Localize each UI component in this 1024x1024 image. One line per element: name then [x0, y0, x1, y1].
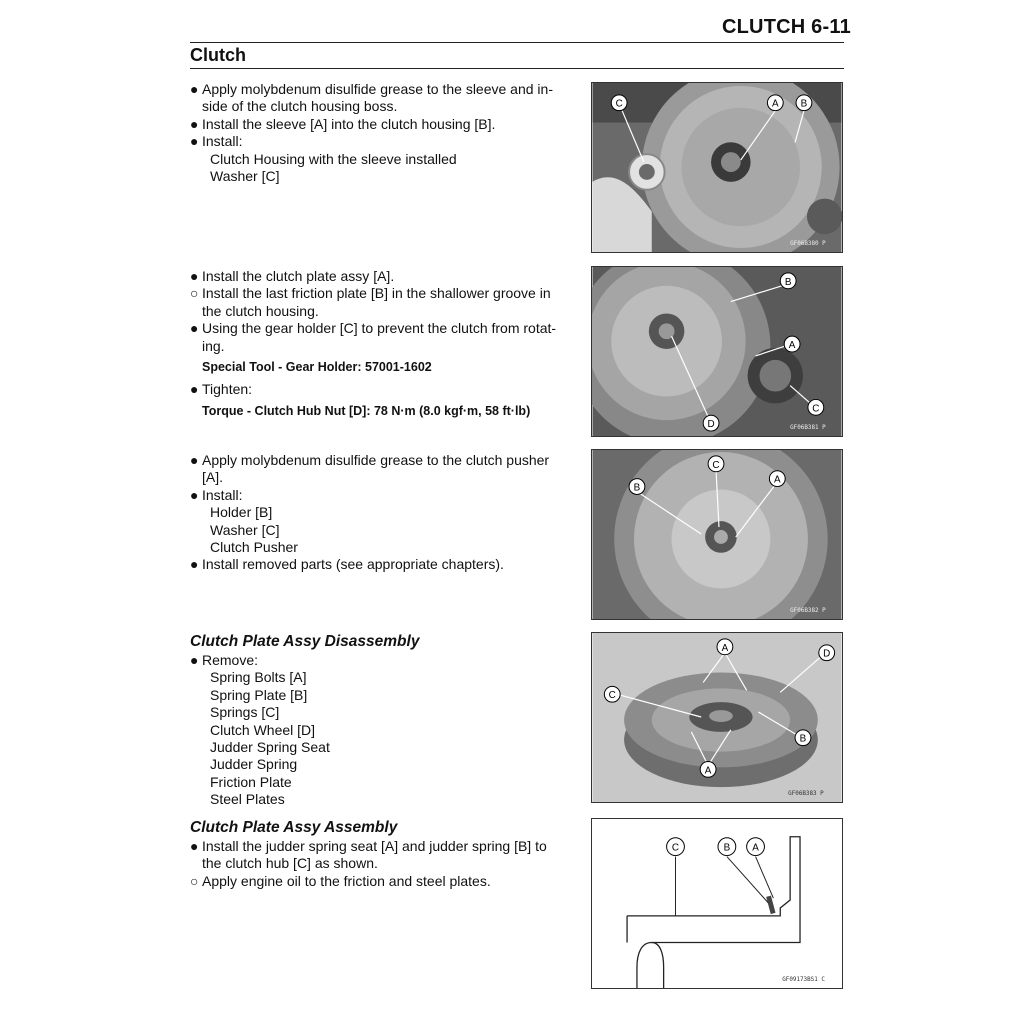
- indented-item: Washer [C]: [210, 168, 280, 185]
- figure-code: GF06B380 P: [790, 241, 826, 248]
- step-text: side of the clutch housing boss.: [202, 98, 398, 115]
- svg-text:C: C: [671, 842, 680, 854]
- bullet-filled: ●: [190, 133, 199, 150]
- step-text: Apply molybdenum disulfide grease to the clutch pusher: [202, 452, 550, 468]
- figure-clutch-plate-disassembly: [591, 632, 843, 803]
- torque-spec: Torque - Clutch Hub Nut [D]: 78 N·m (8.0 kgf·m, 58 ft·lb): [202, 403, 531, 418]
- step-text: Install the last friction plate [B] in the shallower groove in: [202, 285, 551, 302]
- indented-item: Judder Spring Seat: [210, 739, 330, 756]
- step-text: Install:: [202, 133, 243, 150]
- bullet-filled: ●: [190, 381, 199, 398]
- step-text: Remove:: [202, 652, 259, 668]
- svg-text:A: A: [772, 98, 779, 110]
- bullet-hollow: ○: [190, 285, 199, 302]
- callout-label: [795, 730, 811, 746]
- svg-text:B: B: [799, 733, 807, 745]
- callout-label: [747, 838, 765, 856]
- svg-text:C: C: [812, 403, 820, 415]
- bullet-filled: ●: [190, 268, 199, 284]
- callout-label: [718, 838, 736, 856]
- indented-item: Springs [C]: [210, 704, 280, 721]
- indented-item: Friction Plate: [210, 773, 292, 790]
- bullet-filled: ●: [190, 115, 199, 132]
- svg-text:B: B: [800, 98, 808, 110]
- page-header: CLUTCH 6-11: [722, 16, 851, 38]
- step-text: Tighten:: [202, 381, 253, 398]
- photo-clutch-plate-install: [592, 267, 842, 436]
- figure-clutch-pusher: [591, 449, 843, 620]
- figure-judder-spring-diagram: [591, 818, 843, 989]
- step-text: ing.: [202, 337, 225, 354]
- svg-text:B: B: [784, 276, 792, 288]
- svg-text:B: B: [633, 482, 641, 494]
- indented-item: Clutch Wheel [D]: [210, 721, 316, 738]
- photo-clutch-pusher: [592, 450, 842, 619]
- section-divider: [190, 68, 844, 69]
- bullet-filled: ●: [190, 652, 199, 668]
- callout-label: [717, 639, 733, 655]
- callout-label: [700, 761, 716, 777]
- diagram-judder-spring: [592, 819, 842, 988]
- step-text: the clutch hub [C] as shown.: [202, 855, 378, 872]
- indented-item: Spring Plate [B]: [210, 686, 308, 703]
- section-title: Clutch: [190, 45, 246, 65]
- svg-text:A: A: [773, 474, 781, 486]
- step-text: Install removed parts (see appropriate chapters).: [202, 556, 504, 573]
- figure-code: GF06B381 P: [790, 425, 826, 432]
- svg-text:D: D: [707, 419, 715, 431]
- header-divider: [190, 42, 844, 43]
- step-text: Install the judder spring seat [A] and judder spring [B] to: [202, 838, 547, 854]
- callout-label: [604, 686, 620, 702]
- indented-item: Holder [B]: [210, 504, 273, 521]
- callout-label: [667, 838, 685, 856]
- bullet-filled: ●: [190, 556, 199, 573]
- indented-item: Spring Bolts [A]: [210, 669, 307, 686]
- bullet-filled: ●: [190, 838, 199, 854]
- bullet-filled: ●: [190, 452, 199, 468]
- bullet-hollow: ○: [190, 872, 199, 889]
- special-tool-spec: Special Tool - Gear Holder: 57001-1602: [202, 360, 432, 375]
- callout-label: [819, 645, 835, 661]
- callout-label: [629, 479, 645, 495]
- svg-text:A: A: [721, 642, 729, 654]
- callout-label: [780, 273, 796, 289]
- instruction-block-1: [190, 81, 582, 185]
- svg-text:A: A: [752, 842, 759, 854]
- assembly-block: [190, 838, 582, 890]
- step-text: Apply engine oil to the friction and steel plates.: [202, 872, 491, 889]
- svg-text:B: B: [723, 842, 731, 854]
- svg-text:A: A: [788, 340, 796, 352]
- figure-clutch-housing-sleeve: [591, 82, 843, 253]
- callout-label: [611, 95, 627, 111]
- figure-code: GF06B383 P: [788, 791, 824, 798]
- svg-text:D: D: [823, 648, 831, 660]
- instruction-block-2: [190, 268, 582, 425]
- indented-item: Washer [C]: [210, 521, 280, 538]
- callout-label: [808, 399, 824, 415]
- disassembly-block: [190, 652, 582, 809]
- figure-code: GF09173BS1 C: [782, 977, 825, 984]
- step-text: Install:: [202, 486, 243, 503]
- callout-label: [796, 95, 812, 111]
- svg-text:C: C: [615, 98, 623, 110]
- callout-label: [769, 471, 785, 487]
- photo-clutch-housing: [592, 83, 842, 252]
- callout-label: [784, 336, 800, 352]
- callout-label: [708, 456, 724, 472]
- indented-item: Steel Plates: [210, 791, 285, 808]
- photo-clutch-plate-assy: [592, 633, 842, 802]
- step-text: Install the clutch plate assy [A].: [202, 268, 395, 284]
- indented-item: Judder Spring: [210, 756, 298, 773]
- figure-code: GF06B382 P: [790, 608, 826, 615]
- indented-item: Clutch Pusher: [210, 539, 298, 556]
- subsection-title-disassembly: Clutch Plate Assy Disassembly: [190, 633, 420, 650]
- step-text: Install the sleeve [A] into the clutch housing [B].: [202, 115, 496, 132]
- callout-label: [767, 95, 783, 111]
- indented-item: Clutch Housing with the sleeve installed: [210, 150, 457, 167]
- svg-text:C: C: [608, 690, 616, 702]
- step-text: [A].: [202, 469, 224, 486]
- bullet-filled: ●: [190, 486, 199, 503]
- figure-clutch-plate-assy: [591, 266, 843, 437]
- bullet-filled: ●: [190, 81, 199, 97]
- svg-text:C: C: [712, 459, 720, 471]
- step-text: Using the gear holder [C] to prevent the clutch from rotat-: [202, 320, 557, 337]
- callout-label: [703, 415, 719, 431]
- instruction-block-3: [190, 452, 582, 574]
- step-text: Apply molybdenum disulfide grease to the sleeve and in-: [202, 81, 553, 97]
- step-text: the clutch housing.: [202, 302, 319, 319]
- subsection-title-assembly: Clutch Plate Assy Assembly: [190, 819, 398, 836]
- bullet-filled: ●: [190, 320, 199, 337]
- svg-text:A: A: [704, 765, 712, 777]
